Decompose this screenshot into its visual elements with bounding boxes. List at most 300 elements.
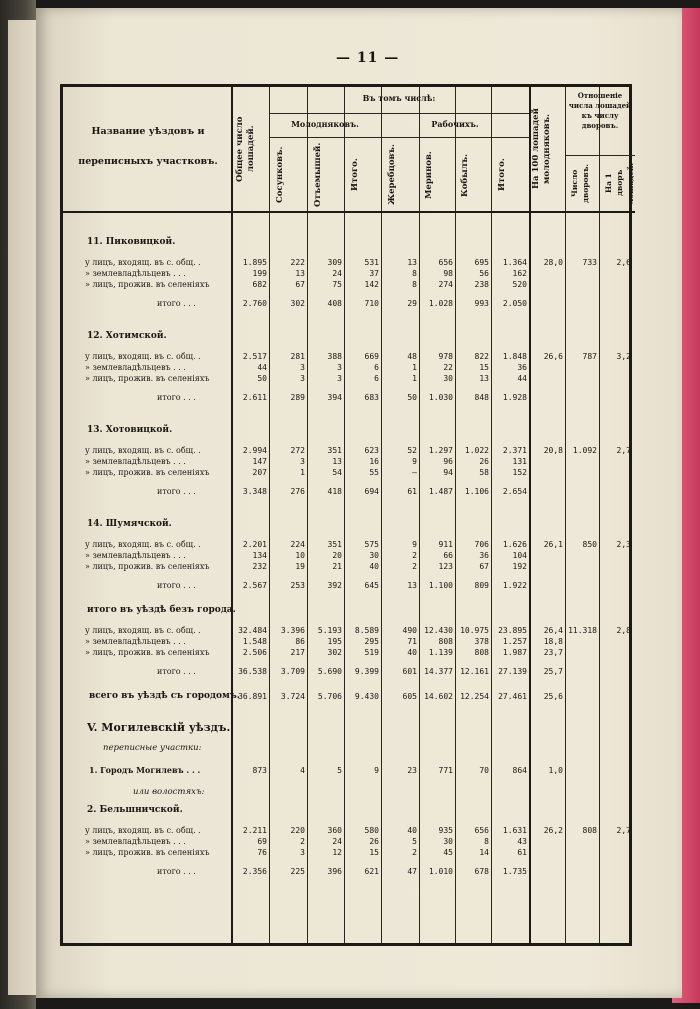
cell-value: 30 xyxy=(369,551,379,560)
cell-value: 225 xyxy=(290,867,305,876)
cell-value: 162 xyxy=(512,269,527,278)
cell-value: 5 xyxy=(412,837,417,846)
row-label: » землевладѣльцевъ . . . xyxy=(85,551,186,560)
cell-value: 8 xyxy=(484,837,489,846)
column-rule xyxy=(307,87,308,943)
cell-value: 55 xyxy=(369,468,379,477)
cell-value: 1.364 xyxy=(502,258,527,267)
cell-value: 2.356 xyxy=(242,867,267,876)
cell-value: 13 xyxy=(479,374,489,383)
cell-value: 199 xyxy=(252,269,267,278)
cell-value: 36 xyxy=(517,363,527,372)
cell-value: 1.010 xyxy=(428,867,453,876)
cell-value: 1.487 xyxy=(428,487,453,496)
cell-value: 27.461 xyxy=(498,692,527,701)
cell-value: 3 xyxy=(300,374,305,383)
cell-value: 1.922 xyxy=(502,581,527,590)
cell-value: 220 xyxy=(290,826,305,835)
ratio-header: Отношеніе числа лошадей къ числу дворовъ. xyxy=(568,91,632,130)
row-label: » лицъ, прожив. въ селеніяхъ xyxy=(85,848,210,857)
cell-value: 2.760 xyxy=(242,299,267,308)
table-row xyxy=(63,445,635,456)
cell-value: 207 xyxy=(252,468,267,477)
cell-value: 575 xyxy=(364,540,379,549)
cell-value: 5.706 xyxy=(317,692,342,701)
cell-value: 2 xyxy=(412,562,417,571)
cell-value: 195 xyxy=(327,637,342,646)
cell-value: 3 xyxy=(300,363,305,372)
table-row xyxy=(63,362,635,373)
cell-value: 396 xyxy=(327,867,342,876)
cell-value: 771 xyxy=(438,766,453,775)
cell-value: 3,2 xyxy=(616,352,631,361)
ratio-col-header: На 1 дворъ лошадей. xyxy=(604,162,635,204)
cell-value: 710 xyxy=(364,299,379,308)
district-subtitle: переписные участки: xyxy=(103,743,202,753)
section-title: 14. Шумячской. xyxy=(87,519,172,529)
cell-value: 54 xyxy=(332,468,342,477)
cell-value: 1.092 xyxy=(572,446,597,455)
cell-value: 47 xyxy=(407,867,417,876)
cell-value: 29 xyxy=(407,299,417,308)
cell-value: 848 xyxy=(474,393,489,402)
cell-value: 678 xyxy=(474,867,489,876)
table-row xyxy=(63,550,635,561)
table-row xyxy=(63,467,635,478)
in-that-number-header: Въ томъ числѣ: xyxy=(362,93,436,103)
cell-value: 1.257 xyxy=(502,637,527,646)
header-rule xyxy=(269,137,529,138)
cell-value: 302 xyxy=(290,299,305,308)
cell-value: 16 xyxy=(369,457,379,466)
cell-value: 2,7 xyxy=(616,826,631,835)
cell-value: 56 xyxy=(479,269,489,278)
cell-value: 1.030 xyxy=(428,393,453,402)
cell-value: 24 xyxy=(332,269,342,278)
cell-value: 123 xyxy=(438,562,453,571)
cell-value: 289 xyxy=(290,393,305,402)
cell-value: 645 xyxy=(364,581,379,590)
cell-value: 9.399 xyxy=(354,667,379,676)
cell-value: 40 xyxy=(369,562,379,571)
cell-value: 36.538 xyxy=(238,667,267,676)
cell-value: 22 xyxy=(443,363,453,372)
cell-value: 1.987 xyxy=(502,648,527,657)
table-row xyxy=(63,279,635,290)
row-label: у лицъ, входящ. въ с. общ. . xyxy=(85,626,201,635)
cell-value: 3 xyxy=(337,374,342,383)
cell-value: 58 xyxy=(479,468,489,477)
cell-value: 1.548 xyxy=(242,637,267,646)
cell-value: 2.517 xyxy=(242,352,267,361)
cell-value: 8 xyxy=(412,269,417,278)
cell-value: 66 xyxy=(443,551,453,560)
column-rule xyxy=(231,87,233,943)
cell-value: 1.028 xyxy=(428,299,453,308)
cell-value: 621 xyxy=(364,867,379,876)
cell-value: 1.100 xyxy=(428,581,453,590)
cell-value: 4 xyxy=(300,766,305,775)
cell-value: 274 xyxy=(438,280,453,289)
table-row xyxy=(63,836,635,847)
working-col-header: Кобылъ. xyxy=(460,153,470,197)
cell-value: 520 xyxy=(512,280,527,289)
row-label: » землевладѣльцевъ . . . xyxy=(85,637,186,646)
cell-value: 9 xyxy=(412,457,417,466)
cell-value: 5 xyxy=(337,766,342,775)
column-rule xyxy=(455,87,456,943)
cell-value: 3 xyxy=(337,363,342,372)
cell-value: 10 xyxy=(295,551,305,560)
total-row xyxy=(63,580,635,591)
header-rule xyxy=(565,155,635,156)
row-label: итого . . . xyxy=(157,867,196,876)
cell-value: 253 xyxy=(290,581,305,590)
statistics-table xyxy=(60,84,635,946)
cell-value: 70 xyxy=(479,766,489,775)
table-row xyxy=(63,351,635,362)
cell-value: 2.654 xyxy=(502,487,527,496)
working-horses-header: Рабочихъ. xyxy=(431,119,479,129)
cell-value: 24 xyxy=(332,837,342,846)
cell-value: 98 xyxy=(443,269,453,278)
total-row xyxy=(63,666,635,677)
cell-value: 6 xyxy=(374,363,379,372)
cell-value: 272 xyxy=(290,446,305,455)
cell-value: 864 xyxy=(512,766,527,775)
row-label: у лицъ, входящ. въ с. общ. . xyxy=(85,352,201,361)
row-label: 1. Городъ Могилевъ . . . xyxy=(89,765,201,775)
cell-value: 822 xyxy=(474,352,489,361)
cell-value: 694 xyxy=(364,487,379,496)
cell-value: 392 xyxy=(327,581,342,590)
cell-value: 23,7 xyxy=(543,648,563,657)
cell-value: 13 xyxy=(407,258,417,267)
cell-value: 1,0 xyxy=(548,766,563,775)
cell-value: 656 xyxy=(474,826,489,835)
cell-value: 13 xyxy=(332,457,342,466)
cell-value: 10.975 xyxy=(460,626,489,635)
cell-value: 669 xyxy=(364,352,379,361)
section-title: итого въ уѣздѣ безъ города. xyxy=(87,605,236,615)
cell-value: 1.895 xyxy=(242,258,267,267)
cell-value: 26,6 xyxy=(543,352,563,361)
cell-value: 2 xyxy=(300,837,305,846)
cell-value: 5.193 xyxy=(317,626,342,635)
cell-value: 1 xyxy=(412,374,417,383)
working-col-header: Меринов. xyxy=(424,151,434,199)
cell-value: 309 xyxy=(327,258,342,267)
row-label: итого . . . xyxy=(157,667,196,676)
cell-value: 295 xyxy=(364,637,379,646)
working-col-header: Итого. xyxy=(497,158,507,192)
cell-value: 26,2 xyxy=(543,826,563,835)
cell-value: 1.022 xyxy=(464,446,489,455)
table-row xyxy=(63,268,635,279)
cell-value: 75 xyxy=(332,280,342,289)
table-row xyxy=(63,647,635,658)
cell-value: 808 xyxy=(438,637,453,646)
total-row xyxy=(63,298,635,309)
row-label: » лицъ, прожив. въ селеніяхъ xyxy=(85,648,210,657)
cell-value: 13 xyxy=(295,269,305,278)
cell-value: 238 xyxy=(474,280,489,289)
cell-value: 14.602 xyxy=(424,692,453,701)
column-rule xyxy=(491,87,492,943)
cell-value: 733 xyxy=(582,258,597,267)
row-label: итого . . . xyxy=(157,299,196,308)
cell-value: 40 xyxy=(407,648,417,657)
cell-value: 3.348 xyxy=(242,487,267,496)
cell-value: 11.318 xyxy=(568,626,597,635)
cell-value: 12.430 xyxy=(424,626,453,635)
cell-value: 873 xyxy=(252,766,267,775)
cell-value: 217 xyxy=(290,648,305,657)
row-label: » землевладѣльцевъ . . . xyxy=(85,269,186,278)
section-title: 13. Хотовицкой. xyxy=(87,425,173,435)
cell-value: 809 xyxy=(474,581,489,590)
cell-value: 580 xyxy=(364,826,379,835)
row-label: » землевладѣльцевъ . . . xyxy=(85,837,186,846)
cell-value: 706 xyxy=(474,540,489,549)
cell-value: 18,8 xyxy=(543,637,563,646)
ratio-col-header: Число дворовъ. xyxy=(570,163,590,203)
cell-value: 1 xyxy=(300,468,305,477)
cell-value: 15 xyxy=(479,363,489,372)
cell-value: 394 xyxy=(327,393,342,402)
cell-value: 36 xyxy=(479,551,489,560)
cell-value: 86 xyxy=(295,637,305,646)
cell-value: 94 xyxy=(443,468,453,477)
cell-value: 787 xyxy=(582,352,597,361)
cell-value: 2.611 xyxy=(242,393,267,402)
cell-value: 531 xyxy=(364,258,379,267)
cell-value: 52 xyxy=(407,446,417,455)
section-title: всего въ уѣздѣ съ городомъ. xyxy=(89,691,240,701)
cell-value: 1.928 xyxy=(502,393,527,402)
cell-value: 2,8 xyxy=(616,626,631,635)
cell-value: 408 xyxy=(327,299,342,308)
table-row xyxy=(63,561,635,572)
cell-value: 490 xyxy=(402,626,417,635)
header-rule xyxy=(269,113,529,114)
cell-value: 808 xyxy=(474,648,489,657)
cell-value: 96 xyxy=(443,457,453,466)
cell-value: 3.724 xyxy=(280,692,305,701)
row-label: » лицъ, прожив. въ селеніяхъ xyxy=(85,374,210,383)
cell-value: 2.994 xyxy=(242,446,267,455)
cell-value: 43 xyxy=(517,837,527,846)
cell-value: 360 xyxy=(327,826,342,835)
cell-value: 5.690 xyxy=(317,667,342,676)
cell-value: 19 xyxy=(295,562,305,571)
cell-value: 8 xyxy=(412,280,417,289)
cell-value: 850 xyxy=(582,540,597,549)
row-label: итого . . . xyxy=(157,487,196,496)
cell-value: 418 xyxy=(327,487,342,496)
cell-value: 15 xyxy=(369,848,379,857)
column-rule xyxy=(529,87,531,943)
cell-value: 388 xyxy=(327,352,342,361)
table-row xyxy=(63,765,635,776)
cell-value: 2,7 xyxy=(616,446,631,455)
cell-value: 911 xyxy=(438,540,453,549)
row-label: » лицъ, прожив. въ селеніяхъ xyxy=(85,280,210,289)
cell-value: 1.139 xyxy=(428,648,453,657)
cell-value: 30 xyxy=(443,374,453,383)
cell-value: 36.891 xyxy=(238,692,267,701)
cell-value: 623 xyxy=(364,446,379,455)
cell-value: 2 xyxy=(412,848,417,857)
row-label: у лицъ, входящ. въ с. общ. . xyxy=(85,258,201,267)
cell-value: 14.377 xyxy=(424,667,453,676)
cell-value: 9.430 xyxy=(354,692,379,701)
cell-value: 67 xyxy=(479,562,489,571)
cell-value: 2.506 xyxy=(242,648,267,657)
cell-value: 222 xyxy=(290,258,305,267)
cell-value: 48 xyxy=(407,352,417,361)
column-rule xyxy=(419,87,420,943)
cell-value: 32.484 xyxy=(238,626,267,635)
cell-value: 276 xyxy=(290,487,305,496)
cell-value: 37 xyxy=(369,269,379,278)
cell-value: 61 xyxy=(407,487,417,496)
cell-value: 23.895 xyxy=(498,626,527,635)
district-title: V. Могилевскій уѣздъ. xyxy=(87,721,231,734)
cell-value: 2.371 xyxy=(502,446,527,455)
cell-value: 2 xyxy=(412,551,417,560)
cell-value: 50 xyxy=(407,393,417,402)
cell-value: 192 xyxy=(512,562,527,571)
young-col-header: Итого. xyxy=(350,158,360,192)
cell-value: 378 xyxy=(474,637,489,646)
cell-value: 2,6 xyxy=(616,258,631,267)
row-label: итого . . . xyxy=(157,581,196,590)
cell-value: 152 xyxy=(512,468,527,477)
cell-value: 6 xyxy=(374,374,379,383)
table-row xyxy=(63,825,635,836)
cell-value: 61 xyxy=(517,848,527,857)
cell-value: 224 xyxy=(290,540,305,549)
cell-value: 2.201 xyxy=(242,540,267,549)
cell-value: 14 xyxy=(479,848,489,857)
cell-value: 13 xyxy=(407,581,417,590)
cell-value: 2.050 xyxy=(502,299,527,308)
table-row xyxy=(63,636,635,647)
cell-value: 26,4 xyxy=(543,626,563,635)
cell-value: 351 xyxy=(327,540,342,549)
cell-value: 9 xyxy=(374,766,379,775)
cell-value: 935 xyxy=(438,826,453,835)
cell-value: 993 xyxy=(474,299,489,308)
cell-value: 69 xyxy=(257,837,267,846)
cell-value: 67 xyxy=(295,280,305,289)
cell-value: 1.297 xyxy=(428,446,453,455)
volost-label: или волостяхъ: xyxy=(133,787,205,797)
cell-value: 40 xyxy=(407,826,417,835)
cell-value: 1 xyxy=(412,363,417,372)
cell-value: 26 xyxy=(479,457,489,466)
cell-value: 30 xyxy=(443,837,453,846)
section-title: 11. Пиковицкой. xyxy=(87,237,176,247)
cell-value: 2.211 xyxy=(242,826,267,835)
cell-value: 76 xyxy=(257,848,267,857)
total-row xyxy=(63,486,635,497)
cell-value: 44 xyxy=(517,374,527,383)
cell-value: 978 xyxy=(438,352,453,361)
table-row xyxy=(63,456,635,467)
row-label: » землевладѣльцевъ . . . xyxy=(85,457,186,466)
cell-value: 3.396 xyxy=(280,626,305,635)
cell-value: 71 xyxy=(407,637,417,646)
cell-value: 104 xyxy=(512,551,527,560)
cell-value: 45 xyxy=(443,848,453,857)
table-row xyxy=(63,257,635,268)
cell-value: 519 xyxy=(364,648,379,657)
cell-value: 147 xyxy=(252,457,267,466)
total-row xyxy=(63,866,635,877)
cell-value: 605 xyxy=(402,692,417,701)
table-row xyxy=(63,691,635,702)
row-label: итого . . . xyxy=(157,393,196,402)
total-row xyxy=(63,392,635,403)
cell-value: 27.139 xyxy=(498,667,527,676)
cell-value: 808 xyxy=(582,826,597,835)
cell-value: 20,8 xyxy=(543,446,563,455)
cell-value: 12.161 xyxy=(460,667,489,676)
cell-value: 1.626 xyxy=(502,540,527,549)
cell-value: 25,7 xyxy=(543,667,563,676)
cell-value: 683 xyxy=(364,393,379,402)
cell-value: 2,3 xyxy=(616,540,631,549)
cell-value: 44 xyxy=(257,363,267,372)
cell-value: 131 xyxy=(512,457,527,466)
working-col-header: Жеребцовъ. xyxy=(387,144,397,206)
cell-value: — xyxy=(412,468,417,477)
young-col-header: Сосунковъ. xyxy=(275,146,285,204)
column-rule xyxy=(344,87,345,943)
table-row xyxy=(63,539,635,550)
table-row xyxy=(63,373,635,384)
row-label: у лицъ, входящ. въ с. общ. . xyxy=(85,826,201,835)
header-bottom-rule xyxy=(63,211,635,213)
cell-value: 26,1 xyxy=(543,540,563,549)
section-title: 12. Хотимской. xyxy=(87,331,167,341)
section-title: 2. Бельшничской. xyxy=(87,805,183,815)
cell-value: 1.106 xyxy=(464,487,489,496)
cell-value: 601 xyxy=(402,667,417,676)
cell-value: 281 xyxy=(290,352,305,361)
cell-value: 21 xyxy=(332,562,342,571)
young-horses-header: Молодняковъ. xyxy=(291,119,359,129)
per-100-header: На 100 лошадей молодняковъ. xyxy=(531,108,552,190)
table-row xyxy=(63,625,635,636)
row-label: » лицъ, прожив. въ селеніяхъ xyxy=(85,468,210,477)
page-number: — 11 — xyxy=(336,50,400,66)
cell-value: 1.735 xyxy=(502,867,527,876)
cell-value: 8.589 xyxy=(354,626,379,635)
total-horses-header: Общее число лошадей. xyxy=(235,116,256,182)
cell-value: 232 xyxy=(252,562,267,571)
cell-value: 3 xyxy=(300,457,305,466)
row-label: у лицъ, входящ. въ с. общ. . xyxy=(85,540,201,549)
cell-value: 134 xyxy=(252,551,267,560)
cell-value: 1.848 xyxy=(502,352,527,361)
name-column-header: Название уѣздовъ и переписныхъ участковъ. xyxy=(78,126,218,167)
cell-value: 26 xyxy=(369,837,379,846)
young-col-header: Отъемышей. xyxy=(313,142,323,207)
row-label: » лицъ, прожив. въ селеніяхъ xyxy=(85,562,210,571)
